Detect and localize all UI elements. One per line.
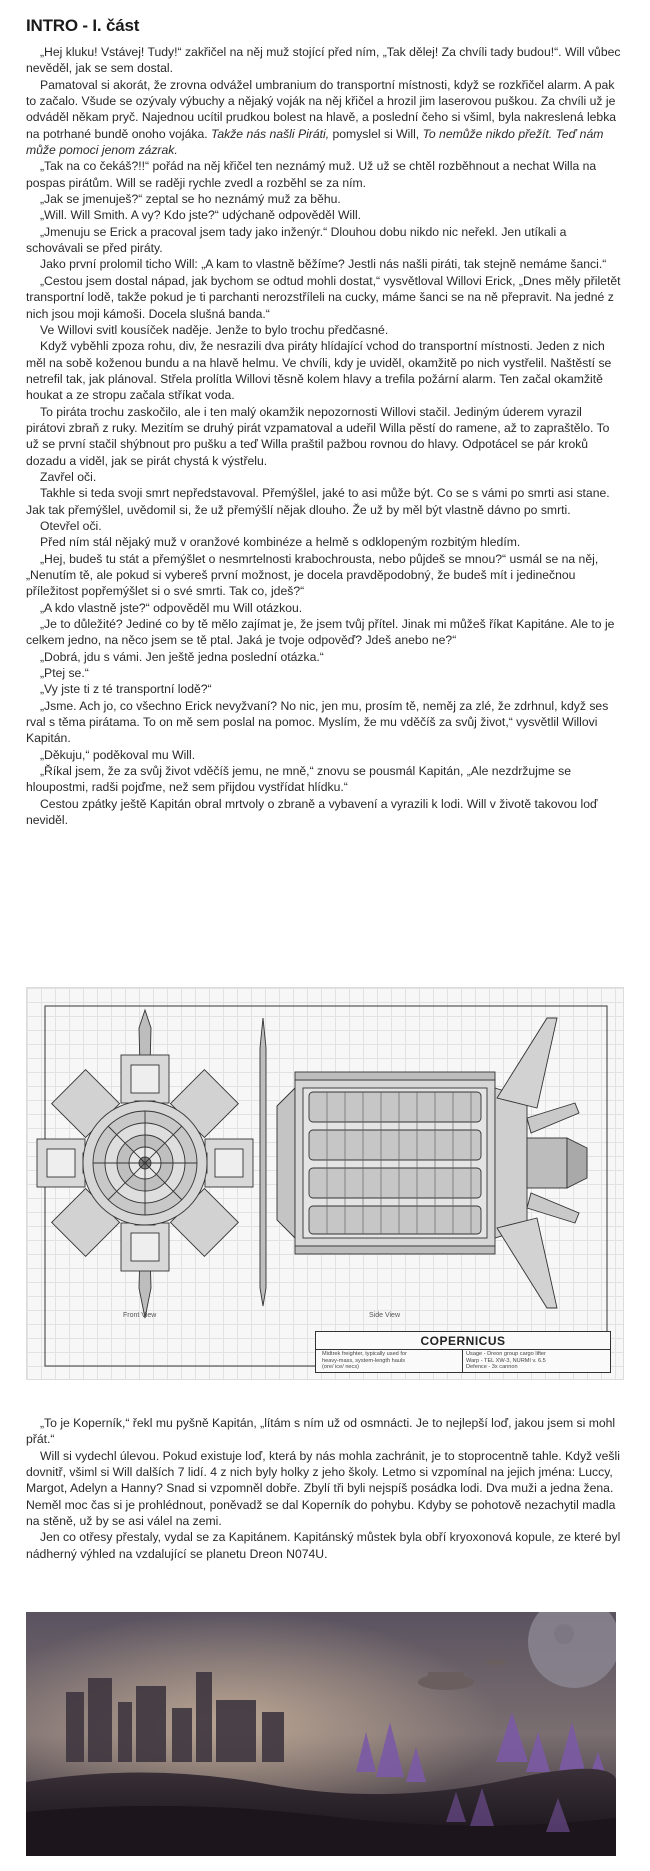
front-view-label: Front View	[123, 1312, 157, 1319]
landscape-drawing	[26, 1612, 616, 1856]
paragraph: „Tak na co čekáš?!!“ pořád na něj křičel ten neznámý muž. Už už se chtěl rozběhnout a nechat Willa na pospas pirátům. Will se raději rychle zvedl a rozběhl se za ním.	[26, 159, 597, 190]
blueprint-drawing	[27, 988, 624, 1380]
ship-name: COPERNICUS	[420, 1334, 506, 1348]
paragraph: „Ptej se.“	[40, 666, 89, 681]
paragraph: To piráta trochu zaskočilo, ale i ten malý okamžik nepozornosti Willovi stačil. Jediným úderem vyrazil pirátovi zbraň z ruky. Mezitím se druhý pirát vzpamatoval a udeřil Willa pěstí do ramene, až to zapraštělo. To už se první stačil shýbnout pro pušku a teď Willa praštil pažbou rovnou do hlavy. Odpotácel se pár kroků dozadu a viděl, jak se pirát chystá k výstřelu.	[26, 404, 610, 468]
paragraph: „Děkuju,“ poděkoval mu Will.	[40, 747, 196, 762]
paragraph: „Cestou jsem dostal nápad, jak bychom se odtud mohli dostat,“ vysvětloval Willovi Erick, „Dnes měly přiletět transportní lodě, takže pokud je ti parchanti nerozstříleli na cucky, máme šanci se na ně přepravit. Na jedné z nich jsou moji kámoši. Docela slušná banda.“	[26, 273, 621, 321]
paragraph: „Hej, budeš tu stát a přemýšlet o nesmrtelnosti krabochrousta, nebo půjdeš se mnou?“ usmál se na něj, „Nenutím tě, ale pokud si vybereš první možnost, je docela pravděpodobný, že budeš mít i jedinečnou příležitost popřemýšlet si o své smrti. Tak co, jdeš?“	[26, 551, 599, 599]
paragraph: „A kdo vlastně jste?“ odpověděl mu Will otázkou.	[40, 600, 303, 615]
paragraph: Pamatoval si akorát, že zrovna odvážel umbranium do transportní místnosti, když se rozkřičel alarm. A pak to začalo. Všude se ozývaly výbuchy a nějaký voják na něj křičel a hrozil jim laserovou puškou. Za chvíli už je odváděl někam pryč. Najednou ucítil prudkou bolest na hlavě, a poslední čeho si všiml, byla nakreslená lebka na potrhané bundě onoho vojáka. Takže nás našli Piráti, pomyslel si Will, To nemůže nikdo přežít. Teď nám může pomoci jenom zázrak.	[26, 77, 617, 158]
paragraph: Ve Willovi svitl kousíček naděje. Jenže to bylo trochu předčasné.	[40, 322, 389, 337]
paragraph: „Jsme. Ach jo, co všechno Erick nevyžvaní? No nic, jen mu, prosím tě, neměj za zlé, že zdrhnul, když ses rval s těma pirátama. To on mě sem poslal na pomoc. Myslím, že mu vděčíš za svůj život,“ vysvětlil Willovi Kapitán.	[26, 698, 609, 746]
paragraph: Otevřel oči.	[40, 518, 102, 533]
blueprint-title-block	[315, 1331, 611, 1373]
paragraph: Jen co otřesy přestaly, vydal se za Kapitánem. Kapitánský můstek byla obří kryoxonová kopule, ze které byl nádherný výhled na vzdalující se planetu Dreon N074U.	[26, 1530, 621, 1561]
front-view-drawing	[27, 1010, 298, 1318]
paragraph: Zavřel oči.	[40, 469, 97, 484]
paragraph: Will si vydechl úlevou. Pokud existuje loď, která by nás mohla zachránit, je to stoprocentně tahle. Když vešli dovnitř, všiml si Will dalších 7 lidí. 4 z nich byly holky z jeho školy. Letmo si vzpomínal na jejich jména: Luccy, Margot, Adelyn a Hanny? Snad si vzpomněl dobře. Zbylí tři byli nejspíš posádka lodi. Dva muži a jedna žena. Neměl moc čas si je prohlédnout, poněvadž se dal Koperník do pohybu. Kdyby se pohotově nezachytil madla na stěně, už by se asi válel na zemi.	[26, 1448, 620, 1529]
paragraph: Takhle si teda svoji smrt nepředstavoval. Přemýšlel, jaké to asi může být. Co se s vámi po smrti asi stane. Jak tak přemýšlel, uvědomil si, že už přemýšlí nějak dlouho. Že už by měl být vlastně dávno po smrti.	[26, 486, 610, 517]
story-text-part-1	[26, 44, 624, 829]
paragraph: „Dobrá, jdu s vámi. Jen ještě jedna poslední otázka.“	[40, 649, 324, 664]
paragraph: Před ním stál nějaký muž v oranžové kombinéze a helmě s odklopeným rozbitým hledím.	[40, 535, 521, 550]
paragraph: Jako první prolomil ticho Will: „A kam to vlastně běžíme? Jestli nás našli piráti, tak stejně nemáme šanci.“	[40, 257, 607, 272]
paragraph: „Vy jste ti z té transportní lodě?“	[40, 682, 212, 697]
ship-spec-details: Usage - Dreon group cargo lifter Warp - TEL XW-3, NURMI v. 6.5 Defence - 3x cannon	[466, 1351, 546, 1371]
paragraph: „Jmenuju se Erick a pracoval jsem tady jako inženýr.“ Dlouhou dobu nikdo nic neřekl. Jen utíkali a schovávali se před piráty.	[26, 224, 567, 256]
paragraph: „Je to důležité? Jediné co by tě mělo zajímat je, že jsem tvůj přítel. Jinak mi můžeš říkat Kapitáne. Ale to je celkem jedno, na něco jsem se tě ptal. Jaká je tvoje odpověď? Jdeš anebo ne?“	[26, 617, 615, 648]
paragraph: Cestou zpátky ještě Kapitán obral mrtvoly o zbraně a vybavení a vyrazili k lodi. Will v životě takovou loď neviděl.	[26, 796, 598, 828]
side-view-label: Side View	[369, 1312, 401, 1319]
paragraph: „Hej kluku! Vstávej! Tudy!“ zakřičel na něj muž stojící před ním, „Tak dělej! Za chvíli tady budou!“. Will vůbec nevěděl, jak se sem dostal.	[26, 45, 621, 76]
ship-blueprint-image	[26, 987, 624, 1380]
paragraph: „To je Koperník,“ řekl mu pyšně Kapitán, „lítám s ním už od osmnácti. Je to nejlepší loď, jakou jsem si mohl přát.“	[26, 1416, 616, 1447]
paragraph: „Will. Will Smith. A vy? Kdo jste?“ udýchaně odpověděl Will.	[40, 208, 362, 223]
side-view-drawing	[260, 1018, 587, 1308]
page-title: INTRO - I. část	[26, 16, 140, 35]
paragraph: „Jak se jmenuješ?“ zeptal se ho neznámý muž za běhu.	[40, 192, 341, 207]
story-text-part-2	[26, 1415, 624, 1562]
alien-landscape-image	[26, 1612, 616, 1856]
ship-spec-description: Midtrek freighter, typically used for heavy-mass, system-length hauls (ore/ ice/ necs)	[322, 1351, 407, 1371]
paragraph: Když vyběhli zpoza rohu, div, že nesrazili dva piráty hlídající vchod do transportní místnosti. Jeden z nich měl na sobě koženou bundu a na hlavě helmu. Ve chvíli, kdy je uviděl, okamžitě po nich vystřelil. Naštěstí se netrefil tak, jak plánoval. Střela prolítla Willovi těsně kolem hlavy a trefila požární alarm. Ten začal okamžitě houkat a ze stropu začala stříkat voda.	[26, 339, 612, 403]
paragraph: „Říkal jsem, že za svůj život vděčíš jemu, ne mně,“ znovu se pousmál Kapitán, „Ale nezdržujme se hloupostmi, radši pojďme, než sem přijdou vystřídat hlídku.“	[26, 764, 572, 795]
